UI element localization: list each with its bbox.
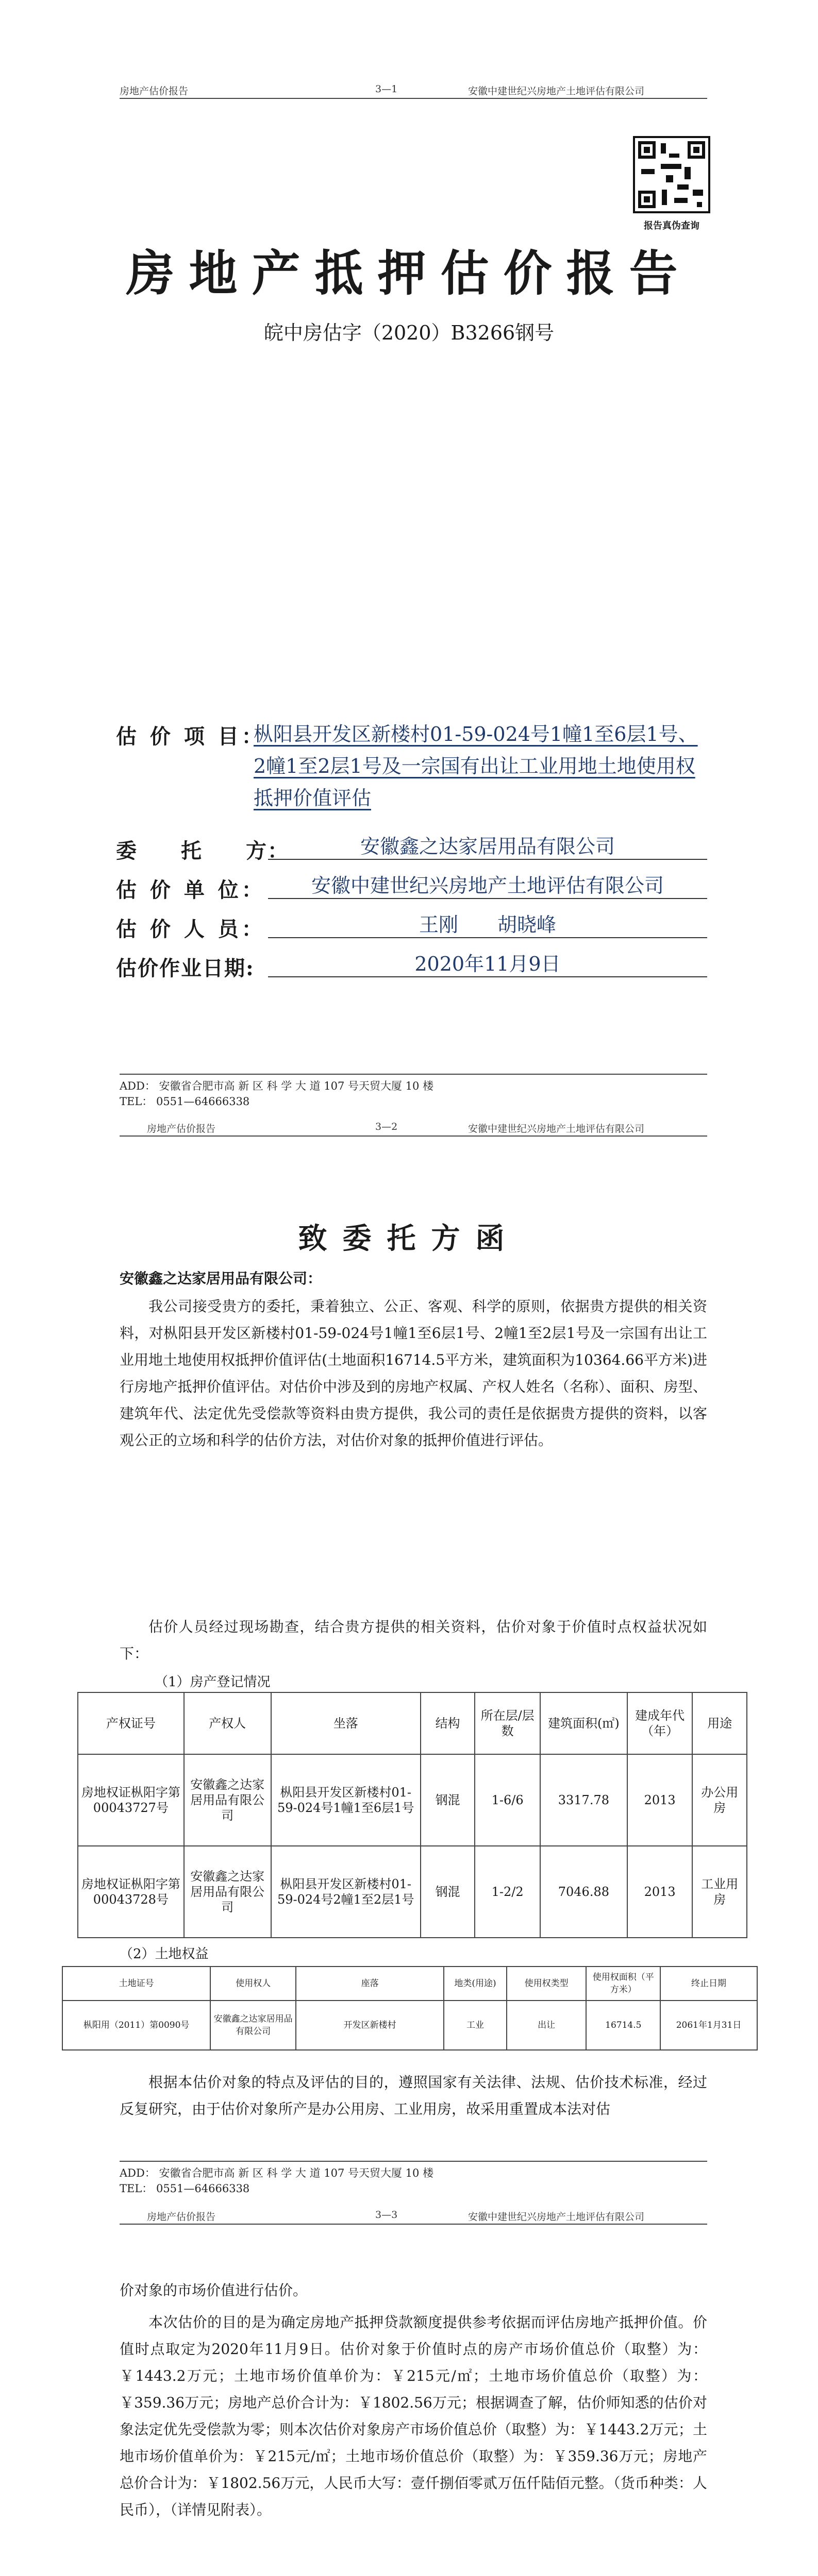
- letter-paragraph-1: 我公司接受贵方的委托，秉着独立、公正、客观、科学的原则，依据贵方提供的相关资料，对枞阳县开发区新楼村01-59-024号1幢1至6层1号、2幢1至2层1号及一宗国有出让工业用地土地使用权抵押价值评估(土地面积16714.5平方米，建筑面积为10364.66平方米)进行房地产抵押价值评估。对估价中涉及到的房地产权属、产权人姓名（名称）、面积、房型、建筑年代、法定优先受偿款等资料由贵方提供，我公司的责任是依据贵方提供的资料，以客观公正的立场和科学的估价方法，对估价对象的抵押价值进行评估。: [120, 1298, 707, 1449]
- letter-addressee: 安徽鑫之达家居用品有限公司：: [120, 1270, 322, 1287]
- table-header: 产权证号: [78, 1692, 184, 1754]
- report-title: 房地产抵押估价报告: [126, 245, 692, 302]
- label-client: 委 托 方：: [116, 839, 289, 863]
- table-header-row: [78, 1692, 747, 1754]
- value-project: 枞阳县开发区新楼村01-59-024号1幢1至6层1号、2幢1至2层1号及一宗国有出让工业用地土地使用权抵押价值评估: [254, 723, 698, 809]
- letter-paragraph-2: 估价人员经过现场勘查，结合贵方提供的相关资料，估价对象于价值时点权益状况如下：: [120, 1618, 707, 1662]
- table-cell: 安徽鑫之达家居用品有限公司: [210, 2001, 296, 2050]
- footer-tel: TEL： 0551—64666338: [120, 2182, 250, 2195]
- page-header-left: 房地产估价报告: [147, 2211, 216, 2223]
- label-project: 估 价 项 目：: [116, 724, 265, 749]
- table1-caption: （1）房产登记情况: [155, 1674, 271, 1690]
- page-header-page-number: 3—3: [375, 2209, 398, 2221]
- page-header-left: 房地产估价报告: [147, 1123, 216, 1134]
- footer-address: ADD： 安徽省合肥市高 新 区 科 学 大 道 107 号天贸大厦 10 楼: [120, 2167, 434, 2179]
- table-header: 座落: [296, 1967, 444, 2001]
- letter-paragraph-3: 根据本估价对象的特点及评估的目的，遵照国家有关法律、法规、估价技术标准，经过反复研究，由于估价对象所产是办公用房、工业用房，故采用重置成本法对估: [120, 2074, 707, 2117]
- table-cell: 1-6/6: [475, 1754, 540, 1846]
- qr-code-icon[interactable]: [633, 136, 710, 213]
- table-cell: 16714.5: [586, 2001, 660, 2050]
- table-cell: 1-2/2: [475, 1846, 540, 1938]
- table-cell: 工业用房: [692, 1846, 747, 1938]
- table-header: 使用权类型: [507, 1967, 587, 2001]
- table-cell: 2013: [627, 1846, 693, 1938]
- table-header: 终止日期: [660, 1967, 757, 2001]
- land-rights-table: [62, 1966, 758, 2050]
- table-cell: 房地权证枞阳字第00043727号: [78, 1754, 184, 1846]
- table-cell: 钢混: [421, 1846, 475, 1938]
- table-cell: 钢混: [421, 1754, 475, 1846]
- table-row: [62, 2001, 757, 2050]
- report-number: 皖中房估字（2020）B3266钢号: [263, 321, 555, 344]
- table2-caption: （2）土地权益: [120, 1946, 209, 1962]
- table-header: 使用权面积（平方米）: [586, 1967, 660, 2001]
- footer-rule: [120, 1074, 707, 1075]
- page-header-right: 安徽中建世纪兴房地产土地评估有限公司: [468, 1123, 645, 1134]
- page-header-page-number: 3—1: [375, 83, 398, 95]
- table-cell: 3317.78: [540, 1754, 627, 1846]
- table-cell: 7046.88: [540, 1846, 627, 1938]
- table-cell: 2061年1月31日: [660, 2001, 757, 2050]
- table-cell: 房地权证枞阳字第00043728号: [78, 1846, 184, 1938]
- property-registration-table: [77, 1692, 747, 1938]
- letter-paragraph-4: 本次估价的目的是为确定房地产抵押贷款额度提供参考依据而评估房地产抵押价值。价值时点取定为2020年11月9日。估价对象于价值时点的房产市场价值总价（取整）为：￥1443.2万元；土地市场价值单价为：￥215元/㎡；土地市场价值总价（取整）为：￥359.36万元；房地产总价合计为：￥1802.56万元；根据调查了解，估价师知悉的估价对象法定优先受偿款为零；则本次估价对象房产市场价值总价（取整）为：￥1443.2万元；土地市场价值单价为：￥215元/㎡；土地市场价值总价（取整）为：￥359.36万元；房地产总价合计为：￥1802.56万元，人民币大写：壹仟捌佰零贰万伍仟陆佰元整。（货币种类：人民币），（详情见附表）。: [120, 2314, 707, 2518]
- table-cell: 2013: [627, 1754, 693, 1846]
- table-header: 建筑面积(㎡): [540, 1692, 627, 1754]
- table-header: 坐落: [271, 1692, 421, 1754]
- table-row: [78, 1846, 747, 1938]
- table-header: 使用权人: [210, 1967, 296, 2001]
- header-rule: [120, 2224, 707, 2225]
- header-rule: [120, 98, 707, 99]
- table-header: 土地证号: [62, 1967, 210, 2001]
- value-client: 安徽鑫之达家居用品有限公司: [268, 831, 707, 860]
- table-header: 建成年代（年）: [627, 1692, 693, 1754]
- qr-caption: 报告真伪查询: [644, 221, 699, 231]
- page-header-left: 房地产估价报告: [120, 86, 189, 97]
- table-header: 用途: [692, 1692, 747, 1754]
- table-cell: 枞阳县开发区新楼村01-59-024号2幢1至2层1号: [271, 1846, 421, 1938]
- table-cell: 安徽鑫之达家居用品有限公司: [184, 1754, 271, 1846]
- table-cell: 安徽鑫之达家居用品有限公司: [184, 1846, 271, 1938]
- table-cell: 枞阳县开发区新楼村01-59-024号1幢1至6层1号: [271, 1754, 421, 1846]
- table-header: 地类(用途): [444, 1967, 507, 2001]
- footer-address: ADD： 安徽省合肥市高 新 区 科 学 大 道 107 号天贸大厦 10 楼: [120, 1080, 434, 1092]
- table-cell: 开发区新楼村: [296, 2001, 444, 2050]
- value-date: 2020年11月9日: [268, 948, 707, 977]
- value-valuer: 安徽中建世纪兴房地产土地评估有限公司: [268, 870, 707, 899]
- letter-paragraph-3-continued: 价对象的市场价值进行估价。: [120, 2282, 308, 2299]
- table-header: 结构: [421, 1692, 475, 1754]
- page-header-page-number: 3—2: [375, 1121, 398, 1132]
- table-header: 产权人: [184, 1692, 271, 1754]
- label-date: 估价作业日期:: [116, 956, 255, 980]
- footer-tel: TEL： 0551—64666338: [120, 1095, 250, 1108]
- value-staff: 王刚 胡晓峰: [268, 909, 707, 938]
- table-cell: 枞阳用（2011）第0090号: [62, 2001, 210, 2050]
- table-cell: 工业: [444, 2001, 507, 2050]
- table-cell: 办公用房: [692, 1754, 747, 1846]
- table-header-row: [62, 1967, 757, 2001]
- page-header-right: 安徽中建世纪兴房地产土地评估有限公司: [468, 2211, 645, 2223]
- table-row: [78, 1754, 747, 1846]
- label-valuer: 估 价 单 位：: [116, 878, 265, 902]
- label-staff: 估 价 人 员：: [116, 917, 265, 941]
- footer-rule: [120, 2161, 707, 2162]
- table-cell: 出让: [507, 2001, 587, 2050]
- letter-title: 致委托方函: [298, 1222, 520, 1256]
- header-rule: [120, 1136, 707, 1137]
- table-header: 所在层/层数: [475, 1692, 540, 1754]
- page-header-right: 安徽中建世纪兴房地产土地评估有限公司: [468, 86, 645, 97]
